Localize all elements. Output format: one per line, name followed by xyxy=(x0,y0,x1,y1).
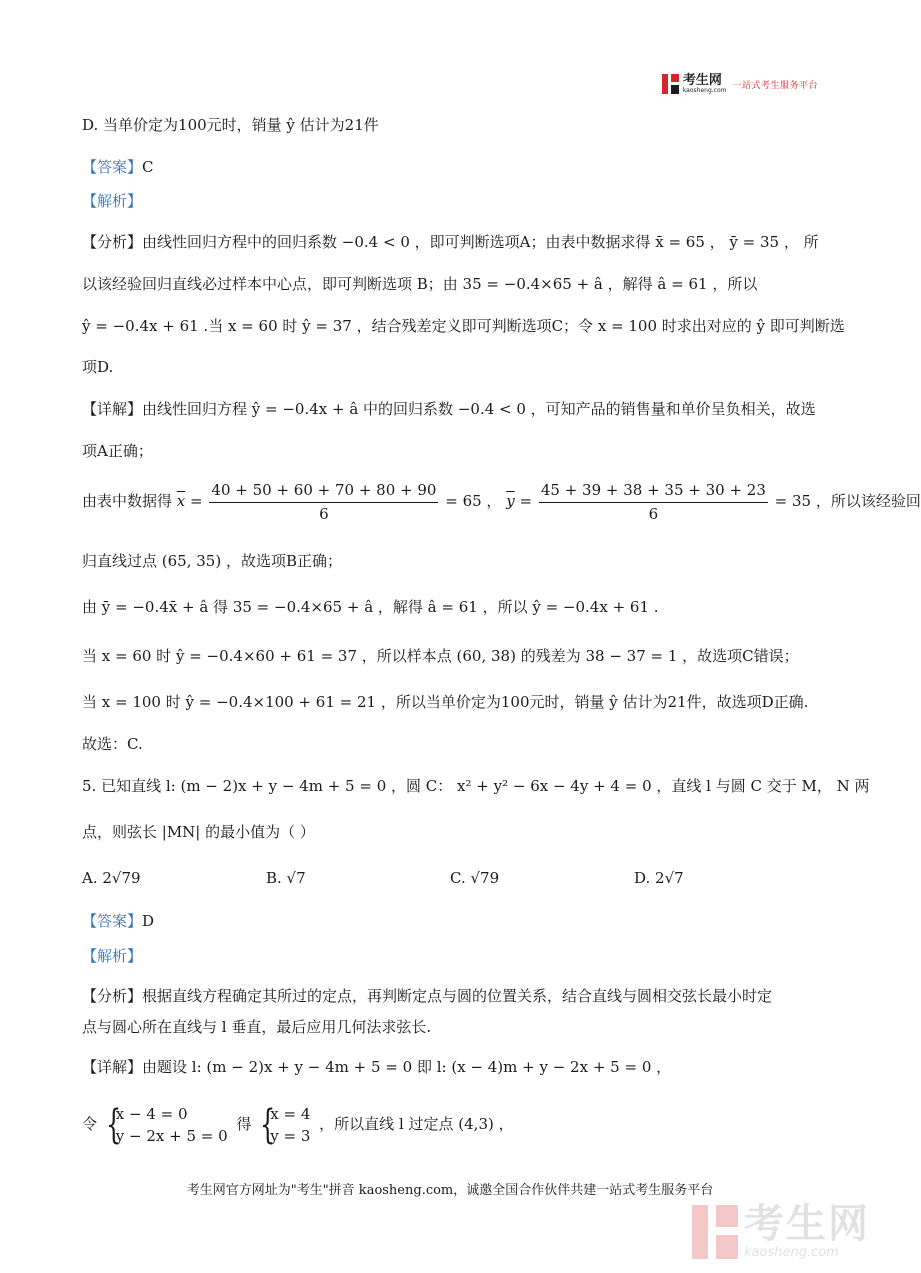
y-bar-symbol: $\overline{y}$ xyxy=(506,492,515,510)
fraction-prefix: 由表中数据得 xyxy=(82,492,173,510)
answer-value: D xyxy=(142,912,155,930)
fenxi-line-2b: 点与圆心所在直线与 l 垂直，最后应用几何法求弦长. xyxy=(82,1018,432,1036)
answer-line-2 xyxy=(82,910,820,932)
logo-icon xyxy=(662,74,679,94)
watermark-logo-icon xyxy=(692,1205,738,1259)
system-2-eq-1: x = 4 xyxy=(270,1105,311,1123)
x-mean-denominator: 6 xyxy=(319,504,329,523)
answer-tag: 【答案】 xyxy=(82,158,143,176)
xiangjie-line-1b: 项A正确； xyxy=(82,442,153,460)
option-a[interactable]: A. 2√79 xyxy=(82,869,141,887)
fenxi-text: 根据直线方程确定其所过的定点，再判断定点与圆的位置关系，结合直线与圆相交弦长最小时定 xyxy=(142,987,773,1005)
brace-icon: { xyxy=(260,1102,276,1148)
fenxi-line-1a xyxy=(82,231,820,253)
analysis-tag: 【解析】 xyxy=(82,947,143,965)
question-5-line-b: 点，则弦长 |MN| 的最小值为（ ） xyxy=(82,823,315,841)
option-b[interactable]: B. √7 xyxy=(266,869,306,887)
xiangjie-line-2a xyxy=(82,1056,820,1078)
system-1-eq-1: x − 4 = 0 xyxy=(115,1105,188,1123)
footer-text: 考生网官方网址为"考生"拼音 kaosheng.com，诚邀全国合作伙伴共建一站式考生服务平台 xyxy=(186,1183,714,1198)
y-mean-denominator: 6 xyxy=(648,504,659,523)
question-5-line-a: 5. 已知直线 l: (m − 2)x + y − 4m + 5 = 0 ，圆 C： x² + y² − 6x − 4y + 4 = 0 ，直线 l 与圆 C 交于 M， N 两 xyxy=(82,777,870,795)
fenxi-line-2a xyxy=(82,985,820,1007)
y-mean-result: = 35 ，所以该经验回 xyxy=(774,492,921,510)
analysis-heading-1 xyxy=(82,190,820,212)
fenxi-tag: 【分析】 xyxy=(82,233,143,251)
brace-icon: { xyxy=(105,1102,122,1148)
logo-slogan: 一站式考生服务平台 xyxy=(732,80,818,91)
equation-system-2 xyxy=(260,1103,310,1147)
system-2-eq-2: y = 3 xyxy=(270,1127,311,1145)
solve-a-line: 由 ȳ = −0.4x̄ + â 得 35 = −0.4×65 + â ，解得 â = 61 ，所以 ŷ = −0.4x + 61 . xyxy=(82,598,659,616)
option-c-check-line: 当 x = 60 时 ŷ = −0.4×60 + 61 = 37 ，所以样本点 (60, 38) 的残差为 38 − 37 = 1 ，故选项C错误； xyxy=(82,647,799,665)
x-mean-result: = 65 ， xyxy=(445,492,502,510)
system-prefix: 令 xyxy=(82,1115,98,1133)
mean-fraction-line: 由表中数据得 $\overline{x}$ = $\frac{40 + 50 + 60 + 70 + 80 + 90}{6}$ = 65 ， $\overline{y}$ = $\frac{45 + 39 + 38 + 35 + 30 + 23}{6}$ = 35 ，所以该经验回 xyxy=(82,480,921,523)
watermark-url: kaosheng.com xyxy=(744,1245,839,1260)
xiangjie-text: 由线性回归方程 ŷ = −0.4x + â 中的回归系数 −0.4 < 0 ，可知产品的销售量和单价呈负相关，故选 xyxy=(142,400,816,418)
logo-name: 考生网 xyxy=(682,73,722,88)
x-bar-symbol: $\overline{x}$ xyxy=(176,492,186,510)
xiangjie-tag: 【详解】 xyxy=(82,1058,143,1076)
x-mean-numerator: 40 + 50 + 60 + 70 + 80 + 90 xyxy=(209,480,438,503)
option-d-check-line: 当 x = 100 时 ŷ = −0.4×100 + 61 = 21 ，所以当单价定为100元时，销量 ŷ 估计为21件，故选项D正确. xyxy=(82,693,809,711)
fenxi-tag: 【分析】 xyxy=(82,987,143,1005)
logo-url: kaosheng.com xyxy=(682,87,727,94)
answer-tag: 【答案】 xyxy=(82,912,143,930)
watermark-name: 考生网 xyxy=(744,1201,870,1247)
answer-line-1 xyxy=(82,156,820,178)
site-logo[interactable] xyxy=(662,72,818,96)
option-d[interactable]: D. 2√7 xyxy=(634,869,684,887)
fenxi-text: 由线性回归方程中的回归系数 −0.4 < 0 ，即可判断选项A；由表中数据求得 x̄ = 65 ， ȳ = 35 ， 所 xyxy=(142,233,819,251)
y-mean-fraction xyxy=(539,480,768,525)
fenxi-line-1d: 项D. xyxy=(82,358,114,376)
y-mean-numerator: 45 + 39 + 38 + 35 + 30 + 23 xyxy=(539,480,768,503)
xiangjie-text: 由题设 l: (m − 2)x + y − 4m + 5 = 0 即 l: (x − 4)m + y − 2x + 5 = 0 ， xyxy=(142,1058,672,1076)
x-mean-fraction xyxy=(209,480,438,525)
fenxi-line-1c: ŷ = −0.4x + 61 .当 x = 60 时 ŷ = 37 ，结合残差定义即可判断选项C；令 x = 100 时求出对应的 ŷ 即可判断选 xyxy=(82,317,845,335)
analysis-tag: 【解析】 xyxy=(82,192,143,210)
answer-value: C xyxy=(142,158,154,176)
watermark xyxy=(692,1201,870,1260)
system-middle: 得 xyxy=(236,1115,252,1133)
analysis-heading-2 xyxy=(82,945,820,967)
option-c[interactable]: C. √79 xyxy=(450,869,500,887)
system-1-eq-2: y − 2x + 5 = 0 xyxy=(115,1127,228,1145)
xiangjie-tag: 【详解】 xyxy=(82,400,143,418)
equation-system-1 xyxy=(106,1103,228,1147)
fenxi-line-1b: 以该经验回归直线必过样本中心点，即可判断选项 B；由 35 = −0.4×65 + â ，解得 â = 61 ，所以 xyxy=(82,275,758,293)
system-suffix: ，所以直线 l 过定点 (4,3) ， xyxy=(319,1115,514,1133)
system-line xyxy=(82,1100,820,1152)
option-d-line: D. 当单价定为100元时，销量 ŷ 估计为21件 xyxy=(82,116,379,134)
choose-line: 故选：C. xyxy=(82,735,143,753)
xiangjie-line-1a xyxy=(82,398,820,420)
center-point-line: 归直线过点 (65, 35) ，故选项B正确； xyxy=(82,552,342,570)
